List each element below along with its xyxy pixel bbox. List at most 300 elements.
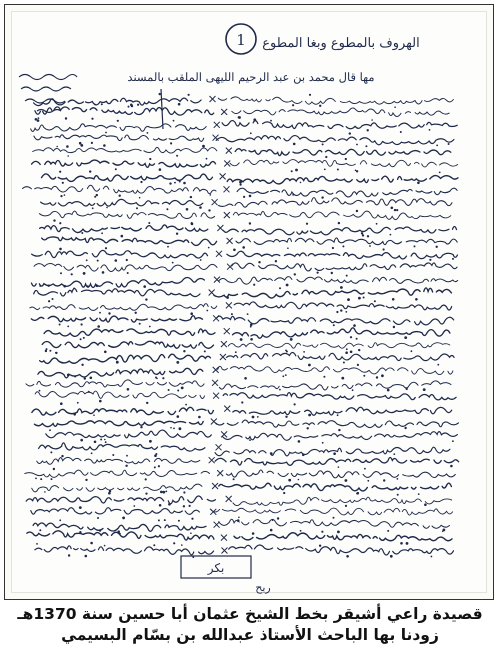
handwriting-stroke — [218, 366, 453, 374]
diacritic-dot — [272, 519, 274, 521]
diacritic-dot — [252, 416, 255, 419]
diacritic-dot — [298, 479, 300, 481]
diacritic-dot — [93, 414, 95, 416]
diacritic-dot — [439, 172, 441, 174]
diacritic-dot — [172, 262, 174, 264]
diacritic-dot — [319, 105, 321, 107]
diacritic-dot — [128, 106, 130, 108]
diacritic-dot — [162, 377, 164, 379]
diacritic-dot — [81, 364, 83, 366]
diacritic-dot — [97, 517, 99, 519]
diacritic-dot — [322, 143, 324, 145]
diacritic-dot — [137, 104, 139, 106]
diacritic-dot — [285, 416, 287, 418]
diacritic-dot — [332, 247, 334, 249]
diacritic-dot — [149, 158, 151, 160]
diacritic-dot — [404, 336, 407, 339]
diacritic-dot — [181, 387, 184, 390]
handwriting-stroke — [222, 121, 457, 129]
handwriting-stroke — [223, 393, 456, 400]
diacritic-dot — [136, 207, 138, 209]
verse-separator — [221, 535, 227, 541]
verse-separator — [226, 148, 232, 154]
diacritic-dot — [181, 544, 183, 546]
diacritic-dot — [99, 530, 101, 532]
diacritic-dot — [429, 129, 431, 131]
diacritic-dot — [341, 377, 344, 380]
diacritic-dot — [239, 181, 242, 184]
diacritic-dot — [448, 143, 450, 145]
verse-separator — [217, 225, 223, 231]
diacritic-dot — [108, 312, 110, 314]
diacritic-dot — [81, 232, 83, 234]
diacritic-dot — [139, 323, 141, 325]
diacritic-dot — [292, 104, 294, 106]
diacritic-dot — [97, 325, 100, 328]
diacritic-dot — [170, 427, 172, 429]
diacritic-dot — [336, 311, 338, 313]
diacritic-dot — [333, 452, 336, 455]
handwriting-stroke — [216, 136, 454, 145]
verse-separator — [224, 186, 230, 192]
diacritic-dot — [337, 169, 339, 171]
diacritic-dot — [383, 248, 385, 250]
diacritic-dot — [99, 400, 102, 403]
verse-separator — [224, 212, 230, 218]
diacritic-dot — [186, 208, 189, 211]
diacritic-dot — [240, 338, 243, 341]
handwriting-stroke — [44, 430, 212, 438]
page-number — [226, 24, 256, 54]
manuscript-frame — [4, 4, 494, 600]
diacritic-dot — [319, 545, 321, 547]
diacritic-dot — [143, 285, 146, 288]
diacritic-dot — [127, 388, 130, 391]
diacritic-dot — [298, 440, 301, 443]
diacritic-dot — [345, 479, 348, 482]
diacritic-dot — [159, 93, 161, 95]
diacritic-dot — [374, 300, 376, 302]
diacritic-dot — [241, 401, 243, 403]
diacritic-dot — [45, 350, 47, 352]
diacritic-dot — [67, 155, 69, 157]
handwriting-stroke — [226, 470, 455, 478]
diacritic-dot — [356, 493, 358, 495]
diacritic-dot — [90, 542, 93, 545]
diacritic-dot — [346, 275, 348, 277]
diacritic-dot — [307, 427, 309, 429]
diacritic-dot — [154, 466, 156, 468]
verse-separator — [221, 341, 227, 347]
diacritic-dot — [135, 312, 137, 314]
diacritic-dot — [363, 375, 365, 377]
diacritic-dot — [325, 156, 327, 158]
diacritic-dot — [397, 494, 399, 496]
handwriting-stroke — [219, 432, 457, 441]
diacritic-dot — [424, 503, 427, 506]
handwriting-stroke — [215, 381, 451, 390]
diacritic-dot — [404, 427, 406, 429]
diacritic-dot — [257, 416, 259, 418]
diacritic-dot — [321, 531, 323, 533]
diacritic-dot — [133, 505, 135, 507]
diacritic-dot — [361, 232, 363, 234]
handwriting-stroke — [33, 368, 202, 378]
diacritic-dot — [155, 377, 157, 379]
diacritic-dot — [308, 414, 311, 417]
handwriting-stroke — [41, 174, 212, 182]
verse-separator — [221, 431, 227, 437]
diacritic-dot — [104, 545, 106, 547]
diacritic-dot — [244, 377, 247, 380]
diacritic-dot — [423, 388, 426, 391]
diacritic-dot — [164, 519, 166, 521]
handwriting-stroke — [214, 288, 451, 298]
handwriting-stroke — [228, 343, 450, 349]
diacritic-dot — [162, 491, 165, 494]
diacritic-dot — [52, 298, 54, 300]
diacritic-dot — [48, 285, 50, 287]
diacritic-dot — [247, 313, 249, 315]
diacritic-dot — [176, 155, 178, 157]
diacritic-dot — [242, 246, 245, 249]
diacritic-dot — [170, 142, 172, 144]
handwriting-svg — [11, 11, 489, 595]
diacritic-dot — [149, 440, 152, 443]
diacritic-dot — [237, 519, 240, 522]
diacritic-dot — [39, 285, 41, 287]
diacritic-dot — [414, 245, 416, 247]
diacritic-dot — [279, 389, 281, 391]
diacritic-dot — [400, 131, 402, 133]
diacritic-dot — [90, 377, 93, 380]
diacritic-dot — [356, 338, 358, 340]
verse-separator — [213, 315, 219, 321]
page-number-text: 1 — [236, 31, 246, 49]
handwriting-stroke — [42, 237, 217, 246]
diacritic-dot — [119, 533, 121, 535]
diacritic-dot — [250, 324, 253, 327]
diacritic-dot — [345, 311, 347, 313]
verses — [23, 93, 459, 558]
diacritic-dot — [358, 297, 361, 300]
handwriting-stroke — [31, 124, 207, 132]
diacritic-dot — [49, 350, 51, 352]
diacritic-dot — [149, 326, 151, 328]
diacritic-dot — [178, 103, 181, 106]
diacritic-dot — [121, 235, 124, 238]
diacritic-dot — [159, 504, 162, 507]
diacritic-dot — [417, 182, 420, 185]
verse-separator — [213, 393, 219, 399]
verse-separator — [227, 238, 233, 244]
diacritic-dot — [235, 351, 237, 353]
verse-separator — [217, 470, 223, 476]
verse-separator — [220, 173, 226, 179]
handwriting-stroke — [35, 211, 215, 218]
diacritic-dot — [349, 132, 351, 134]
diacritic-dot — [347, 298, 350, 301]
diacritic-dot — [309, 94, 311, 96]
diacritic-dot — [250, 326, 252, 328]
diacritic-dot — [365, 145, 367, 147]
handwriting-stroke — [232, 238, 457, 245]
diacritic-dot — [79, 506, 82, 509]
diacritic-dot — [160, 491, 163, 494]
diacritic-dot — [80, 439, 82, 441]
diacritic-dot — [37, 119, 40, 122]
diacritic-dot — [102, 271, 105, 274]
diacritic-dot — [68, 554, 70, 556]
diacritic-dot — [39, 390, 41, 392]
diacritic-dot — [396, 209, 398, 211]
diacritic-dot — [183, 182, 186, 185]
verse-separator — [214, 122, 220, 128]
diacritic-dot — [85, 555, 88, 558]
verse-separator — [216, 251, 222, 257]
diacritic-dot — [387, 530, 389, 532]
diacritic-dot — [56, 146, 58, 148]
diacritic-dot — [290, 338, 293, 341]
diacritic-dot — [59, 519, 61, 521]
header-text: الهروف بالمطوع وبغا المطوع — [262, 36, 420, 51]
diacritic-dot — [117, 530, 120, 533]
handwriting-stroke — [26, 496, 215, 504]
diacritic-dot — [191, 222, 193, 224]
diacritic-dot — [270, 120, 272, 122]
diacritic-dot — [73, 288, 75, 290]
diacritic-dot — [333, 324, 335, 326]
diacritic-dot — [317, 272, 319, 274]
diacritic-dot — [376, 376, 378, 378]
diacritic-dot — [358, 349, 360, 351]
handwriting-stroke — [210, 508, 452, 515]
diacritic-dot — [356, 170, 358, 172]
diacritic-dot — [291, 170, 293, 172]
verse-separator — [226, 496, 232, 502]
handwriting-stroke — [228, 328, 450, 338]
diacritic-dot — [250, 338, 253, 341]
diacritic-dot — [189, 505, 191, 507]
handwriting-stroke — [216, 420, 459, 427]
diacritic-dot — [40, 478, 42, 480]
diacritic-dot — [270, 529, 273, 532]
diacritic-dot — [183, 350, 185, 352]
diacritic-dot — [258, 261, 260, 263]
diacritic-dot — [139, 197, 141, 199]
diacritic-dot — [100, 439, 102, 441]
diacritic-dot — [333, 517, 335, 519]
diacritic-dot — [231, 313, 233, 315]
verse-separator — [221, 548, 227, 554]
diacritic-dot — [198, 416, 201, 419]
diacritic-dot — [65, 117, 67, 119]
verse-separator — [209, 290, 215, 296]
diacritic-dot — [79, 531, 81, 533]
handwriting-stroke — [235, 149, 451, 156]
handwriting-stroke — [232, 263, 457, 271]
diacritic-dot — [337, 531, 340, 534]
diacritic-dot — [286, 284, 289, 287]
diacritic-dot — [46, 348, 48, 350]
diacritic-dot — [44, 491, 46, 493]
diacritic-dot — [89, 170, 91, 172]
diacritic-dot — [293, 143, 296, 146]
diacritic-dot — [324, 169, 326, 171]
diacritic-dot — [50, 451, 52, 453]
diacritic-dot — [356, 210, 358, 212]
margin-notes — [19, 75, 77, 113]
diacritic-dot — [166, 208, 168, 210]
handwriting-stroke — [232, 108, 449, 117]
diacritic-dot — [343, 362, 345, 364]
diacritic-dot — [88, 391, 90, 393]
diacritic-dot — [96, 194, 98, 196]
diacritic-dot — [127, 272, 129, 274]
handwriting-stroke — [23, 185, 216, 193]
diacritic-dot — [302, 454, 305, 457]
diacritic-dot — [279, 287, 281, 289]
diacritic-dot — [116, 361, 119, 364]
diacritic-dot — [287, 247, 289, 249]
diacritic-dot — [393, 453, 395, 455]
diacritic-dot — [165, 491, 167, 493]
handwriting-stroke — [216, 198, 452, 208]
diacritic-dot — [174, 182, 176, 184]
diacritic-dot — [345, 505, 347, 507]
verse-separator — [224, 161, 230, 167]
handwriting-stroke — [28, 484, 202, 492]
diacritic-dot — [204, 350, 206, 352]
diacritic-dot — [437, 364, 439, 366]
verse-separator — [221, 109, 227, 115]
diacritic-dot — [106, 207, 108, 209]
diacritic-dot — [158, 519, 160, 521]
diacritic-dot — [92, 207, 94, 209]
diacritic-dot — [342, 245, 344, 247]
diacritic-dot — [103, 144, 106, 147]
verse-separator — [212, 199, 218, 205]
diacritic-dot — [363, 297, 365, 299]
diacritic-dot — [300, 182, 302, 184]
diacritic-dot — [390, 555, 393, 558]
diacritic-dot — [177, 415, 180, 418]
handwriting-stroke — [35, 391, 204, 398]
handwriting-stroke — [35, 421, 204, 427]
handwriting-stroke — [223, 226, 456, 234]
diacritic-dot — [436, 246, 438, 248]
diacritic-dot — [77, 402, 79, 404]
diacritic-dot — [352, 389, 354, 391]
diacritic-dot — [340, 286, 343, 289]
title-line: مها قال محمد بن عبد الرحيم الليهى الملقب بالمسند — [127, 70, 375, 84]
verse-separator — [213, 135, 219, 141]
caption-line-2: زودنا بها الباحث الأستاذ عبدالله بن بسّام البسيمي — [61, 626, 439, 644]
diacritic-dot — [233, 249, 236, 252]
diacritic-dot — [80, 144, 83, 147]
diacritic-dot — [91, 452, 93, 454]
diacritic-dot — [145, 478, 147, 480]
diacritic-dot — [391, 207, 394, 210]
diacritic-dot — [159, 168, 162, 171]
diacritic-dot — [240, 184, 242, 186]
diacritic-dot — [48, 300, 50, 302]
diacritic-dot — [323, 376, 325, 378]
diacritic-dot — [202, 145, 205, 148]
handwriting-stroke — [226, 353, 454, 361]
handwriting-stroke — [233, 497, 452, 505]
diacritic-dot — [59, 324, 61, 326]
diacritic-dot — [140, 426, 142, 428]
diacritic-dot — [294, 403, 296, 405]
handwriting-stroke — [233, 407, 452, 415]
diacritic-dot — [80, 338, 82, 340]
diacritic-dot — [418, 493, 420, 495]
diacritic-dot — [95, 104, 97, 106]
diacritic-dot — [452, 258, 454, 260]
diacritic-dot — [73, 413, 76, 416]
diacritic-dot — [84, 377, 86, 379]
diacritic-dot — [394, 209, 396, 211]
diacritic-dot — [179, 427, 182, 430]
diacritic-dot — [356, 144, 358, 146]
diacritic-dot — [282, 375, 284, 377]
handwriting-stroke — [32, 278, 205, 288]
verse-separator — [209, 457, 215, 463]
handwriting-stroke — [30, 304, 217, 311]
diacritic-dot — [376, 223, 378, 225]
diacritic-dot — [452, 440, 454, 442]
diacritic-dot — [226, 296, 229, 299]
diacritic-dot — [97, 260, 99, 262]
verse-separator — [211, 419, 217, 425]
handwriting-stroke — [32, 407, 214, 415]
handwriting-stroke — [233, 211, 450, 219]
diacritic-dot — [429, 259, 431, 261]
diacritic-dot — [346, 348, 348, 350]
handwriting-stroke — [234, 188, 458, 197]
diacritic-dot — [55, 352, 57, 354]
handwriting-stroke — [34, 264, 217, 272]
diacritic-dot — [83, 272, 86, 275]
diacritic-dot — [346, 555, 349, 558]
diacritic-dot — [61, 455, 63, 457]
diacritic-dot — [36, 543, 38, 545]
diacritic-dot — [322, 442, 324, 444]
verse-separator — [226, 302, 232, 308]
diacritic-dot — [126, 259, 128, 261]
diacritic-dot — [288, 479, 291, 482]
diacritic-dot — [208, 247, 210, 249]
diacritic-dot — [369, 245, 371, 247]
handwriting-stroke — [31, 316, 202, 322]
diacritic-dot — [238, 116, 240, 118]
handwriting-stroke — [44, 329, 215, 336]
diacritic-dot — [119, 195, 121, 197]
diacritic-dot — [210, 194, 212, 196]
verse-separator — [224, 406, 230, 412]
diacritic-dot — [270, 452, 273, 455]
diacritic-dot — [145, 298, 147, 300]
diacritic-dot — [60, 402, 63, 405]
diacritic-dot — [286, 351, 288, 353]
diacritic-dot — [145, 493, 147, 495]
diacritic-dot — [126, 455, 128, 457]
handwriting-stroke — [32, 250, 208, 258]
diacritic-dot — [190, 532, 192, 534]
verse-separator — [216, 444, 222, 450]
handwriting-stroke — [229, 545, 454, 555]
